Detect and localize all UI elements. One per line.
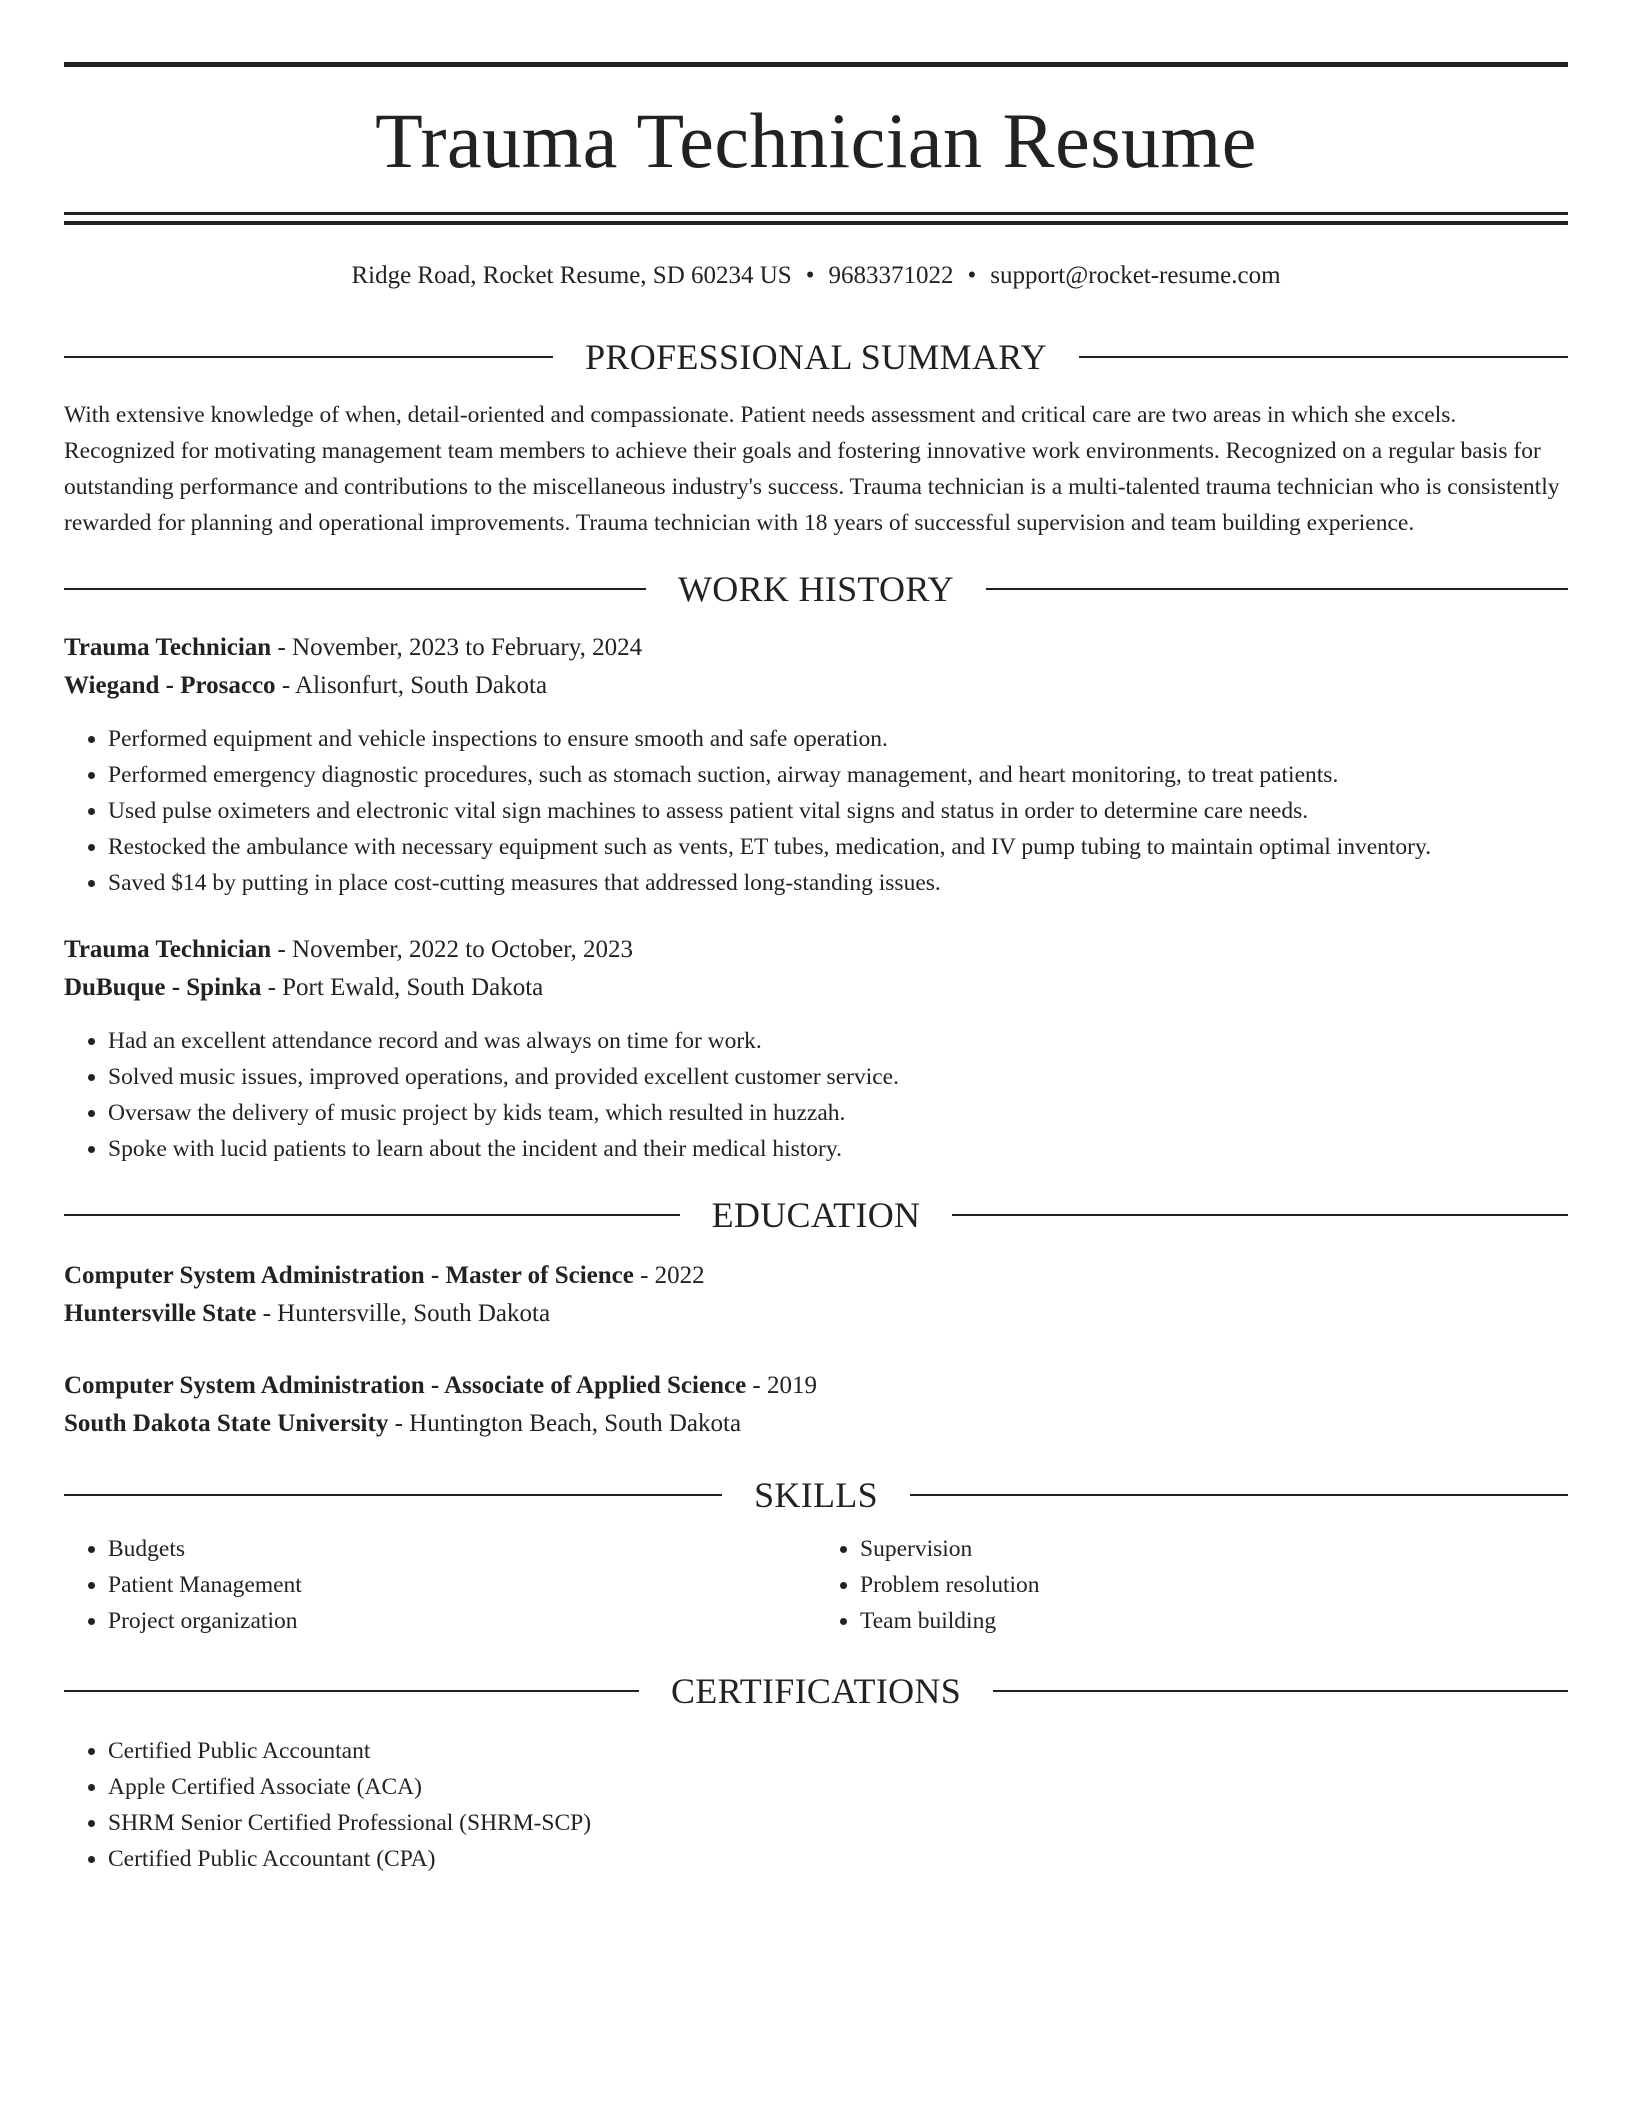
- school: South Dakota State University: [64, 1410, 389, 1437]
- list-item: • Project organization: [108, 1603, 816, 1639]
- section-title: PROFESSIONAL SUMMARY: [585, 337, 1047, 377]
- heading-rule-right: [952, 1214, 1568, 1216]
- list-item: • Certified Public Accountant (CPA): [108, 1841, 1568, 1877]
- list-item: • Team building: [860, 1603, 1568, 1639]
- section-title: SKILLS: [754, 1475, 878, 1515]
- job-bullets: [64, 721, 1568, 901]
- heading-rule-left: [64, 1690, 639, 1692]
- contact-separator: •: [805, 262, 815, 289]
- skills-list-left: [64, 1531, 816, 1639]
- page-title: Trauma Technician Resume: [375, 97, 1257, 184]
- heading-rule-right: [993, 1690, 1568, 1692]
- section-title: EDUCATION: [711, 1195, 921, 1235]
- school: Huntersville State: [64, 1300, 257, 1327]
- degree-line: [64, 1257, 1568, 1295]
- job-entry: [64, 629, 1568, 901]
- section-heading-certifications: [64, 1673, 1568, 1709]
- section-heading-education: [64, 1197, 1568, 1233]
- degree: Computer System Administration - Associate of Applied Science: [64, 1372, 747, 1399]
- education-entry: [64, 1257, 1568, 1333]
- job-location: - Port Ewald, South Dakota: [261, 974, 544, 1001]
- job-location: - Alisonfurt, South Dakota: [275, 672, 548, 699]
- list-item: • Used pulse oximeters and electronic vital sign machines to assess patient vital signs and status in order to determine care needs.: [108, 793, 1568, 829]
- list-item: • Spoke with lucid patients to learn about the incident and their medical history.: [108, 1131, 1568, 1167]
- list-item: • Certified Public Accountant: [108, 1733, 1568, 1769]
- degree-line: [64, 1367, 1568, 1405]
- list-item: • Restocked the ambulance with necessary equipment such as vents, ET tubes, medication, and IV pump tubing to maintain optimal inventory.: [108, 829, 1568, 865]
- job-dates: - November, 2022 to October, 2023: [271, 936, 634, 963]
- contact-line: [64, 261, 1568, 291]
- job-title-line: [64, 629, 1568, 667]
- heading-rule-left: [64, 1214, 680, 1216]
- job-company-line: [64, 969, 1568, 1007]
- education-entry: [64, 1367, 1568, 1443]
- heading-rule-right: [986, 588, 1568, 590]
- job-title: Trauma Technician: [64, 936, 272, 963]
- summary-text: With extensive knowledge of when, detail-oriented and compassionate. Patient needs assessment and critical care are two areas in which she excels. Recognized for motivating management team members to achieve their goals and fostering innovative work environments. Recognized on a regular basis for outstanding performance and contributions to the miscellaneous industry's success. Trauma technician is a multi-talented trauma technician who is consistently rewarded for planning and operational improvements. Trauma technician with 18 years of successful supervision and team building experience.: [64, 402, 1560, 536]
- list-item: • Performed equipment and vehicle inspections to ensure smooth and safe operation.: [108, 721, 1568, 757]
- job-company: DuBuque - Spinka: [64, 974, 262, 1001]
- section-heading-summary: [64, 339, 1568, 375]
- heading-rule-right: [910, 1494, 1568, 1496]
- heading-rule-right: [1079, 356, 1568, 358]
- list-item: • Had an excellent attendance record and was always on time for work.: [108, 1023, 1568, 1059]
- list-item: • Performed emergency diagnostic procedures, such as stomach suction, airway management, and heart monitoring, to treat patients.: [108, 757, 1568, 793]
- job-entry: [64, 931, 1568, 1167]
- skills-list-right: [816, 1531, 1568, 1639]
- contact-email: support@rocket-resume.com: [990, 262, 1281, 289]
- degree: Computer System Administration - Master of Science: [64, 1262, 634, 1289]
- contact-phone: 9683371022: [828, 262, 954, 289]
- list-item: • Supervision: [860, 1531, 1568, 1567]
- list-item: • Budgets: [108, 1531, 816, 1567]
- school-line: [64, 1405, 1568, 1443]
- list-item: • Saved $14 by putting in place cost-cutting measures that addressed long-standing issues.: [108, 865, 1568, 901]
- job-title: Trauma Technician: [64, 634, 272, 661]
- job-company: Wiegand - Prosacco: [64, 672, 276, 699]
- section-heading-work-history: [64, 571, 1568, 607]
- top-rule: [64, 62, 1568, 67]
- job-dates: - November, 2023 to February, 2024: [271, 634, 643, 661]
- job-company-line: [64, 667, 1568, 705]
- section-heading-skills: [64, 1477, 1568, 1513]
- degree-year: - 2019: [746, 1372, 817, 1399]
- contact-separator: •: [967, 262, 977, 289]
- school-location: - Huntersville, South Dakota: [256, 1300, 551, 1327]
- job-title-line: [64, 931, 1568, 969]
- list-item: • SHRM Senior Certified Professional (SHRM-SCP): [108, 1805, 1568, 1841]
- title-double-rule: [64, 212, 1568, 225]
- school-line: [64, 1295, 1568, 1333]
- list-item: • Patient Management: [108, 1567, 816, 1603]
- contact-address: Ridge Road, Rocket Resume, SD 60234 US: [351, 262, 792, 289]
- degree-year: - 2022: [633, 1262, 705, 1289]
- section-title: CERTIFICATIONS: [670, 1671, 962, 1711]
- list-item: • Oversaw the delivery of music project by kids team, which resulted in huzzah.: [108, 1095, 1568, 1131]
- job-bullets: [64, 1023, 1568, 1167]
- skills-columns: [64, 1531, 1568, 1639]
- heading-rule-left: [64, 588, 646, 590]
- certifications-list: [64, 1733, 1568, 1877]
- heading-rule-left: [64, 356, 553, 358]
- section-title: WORK HISTORY: [678, 569, 954, 609]
- heading-rule-left: [64, 1494, 722, 1496]
- list-item: • Solved music issues, improved operations, and provided excellent customer service.: [108, 1059, 1568, 1095]
- list-item: • Problem resolution: [860, 1567, 1568, 1603]
- list-item: • Apple Certified Associate (ACA): [108, 1769, 1568, 1805]
- school-location: - Huntington Beach, South Dakota: [388, 1410, 742, 1437]
